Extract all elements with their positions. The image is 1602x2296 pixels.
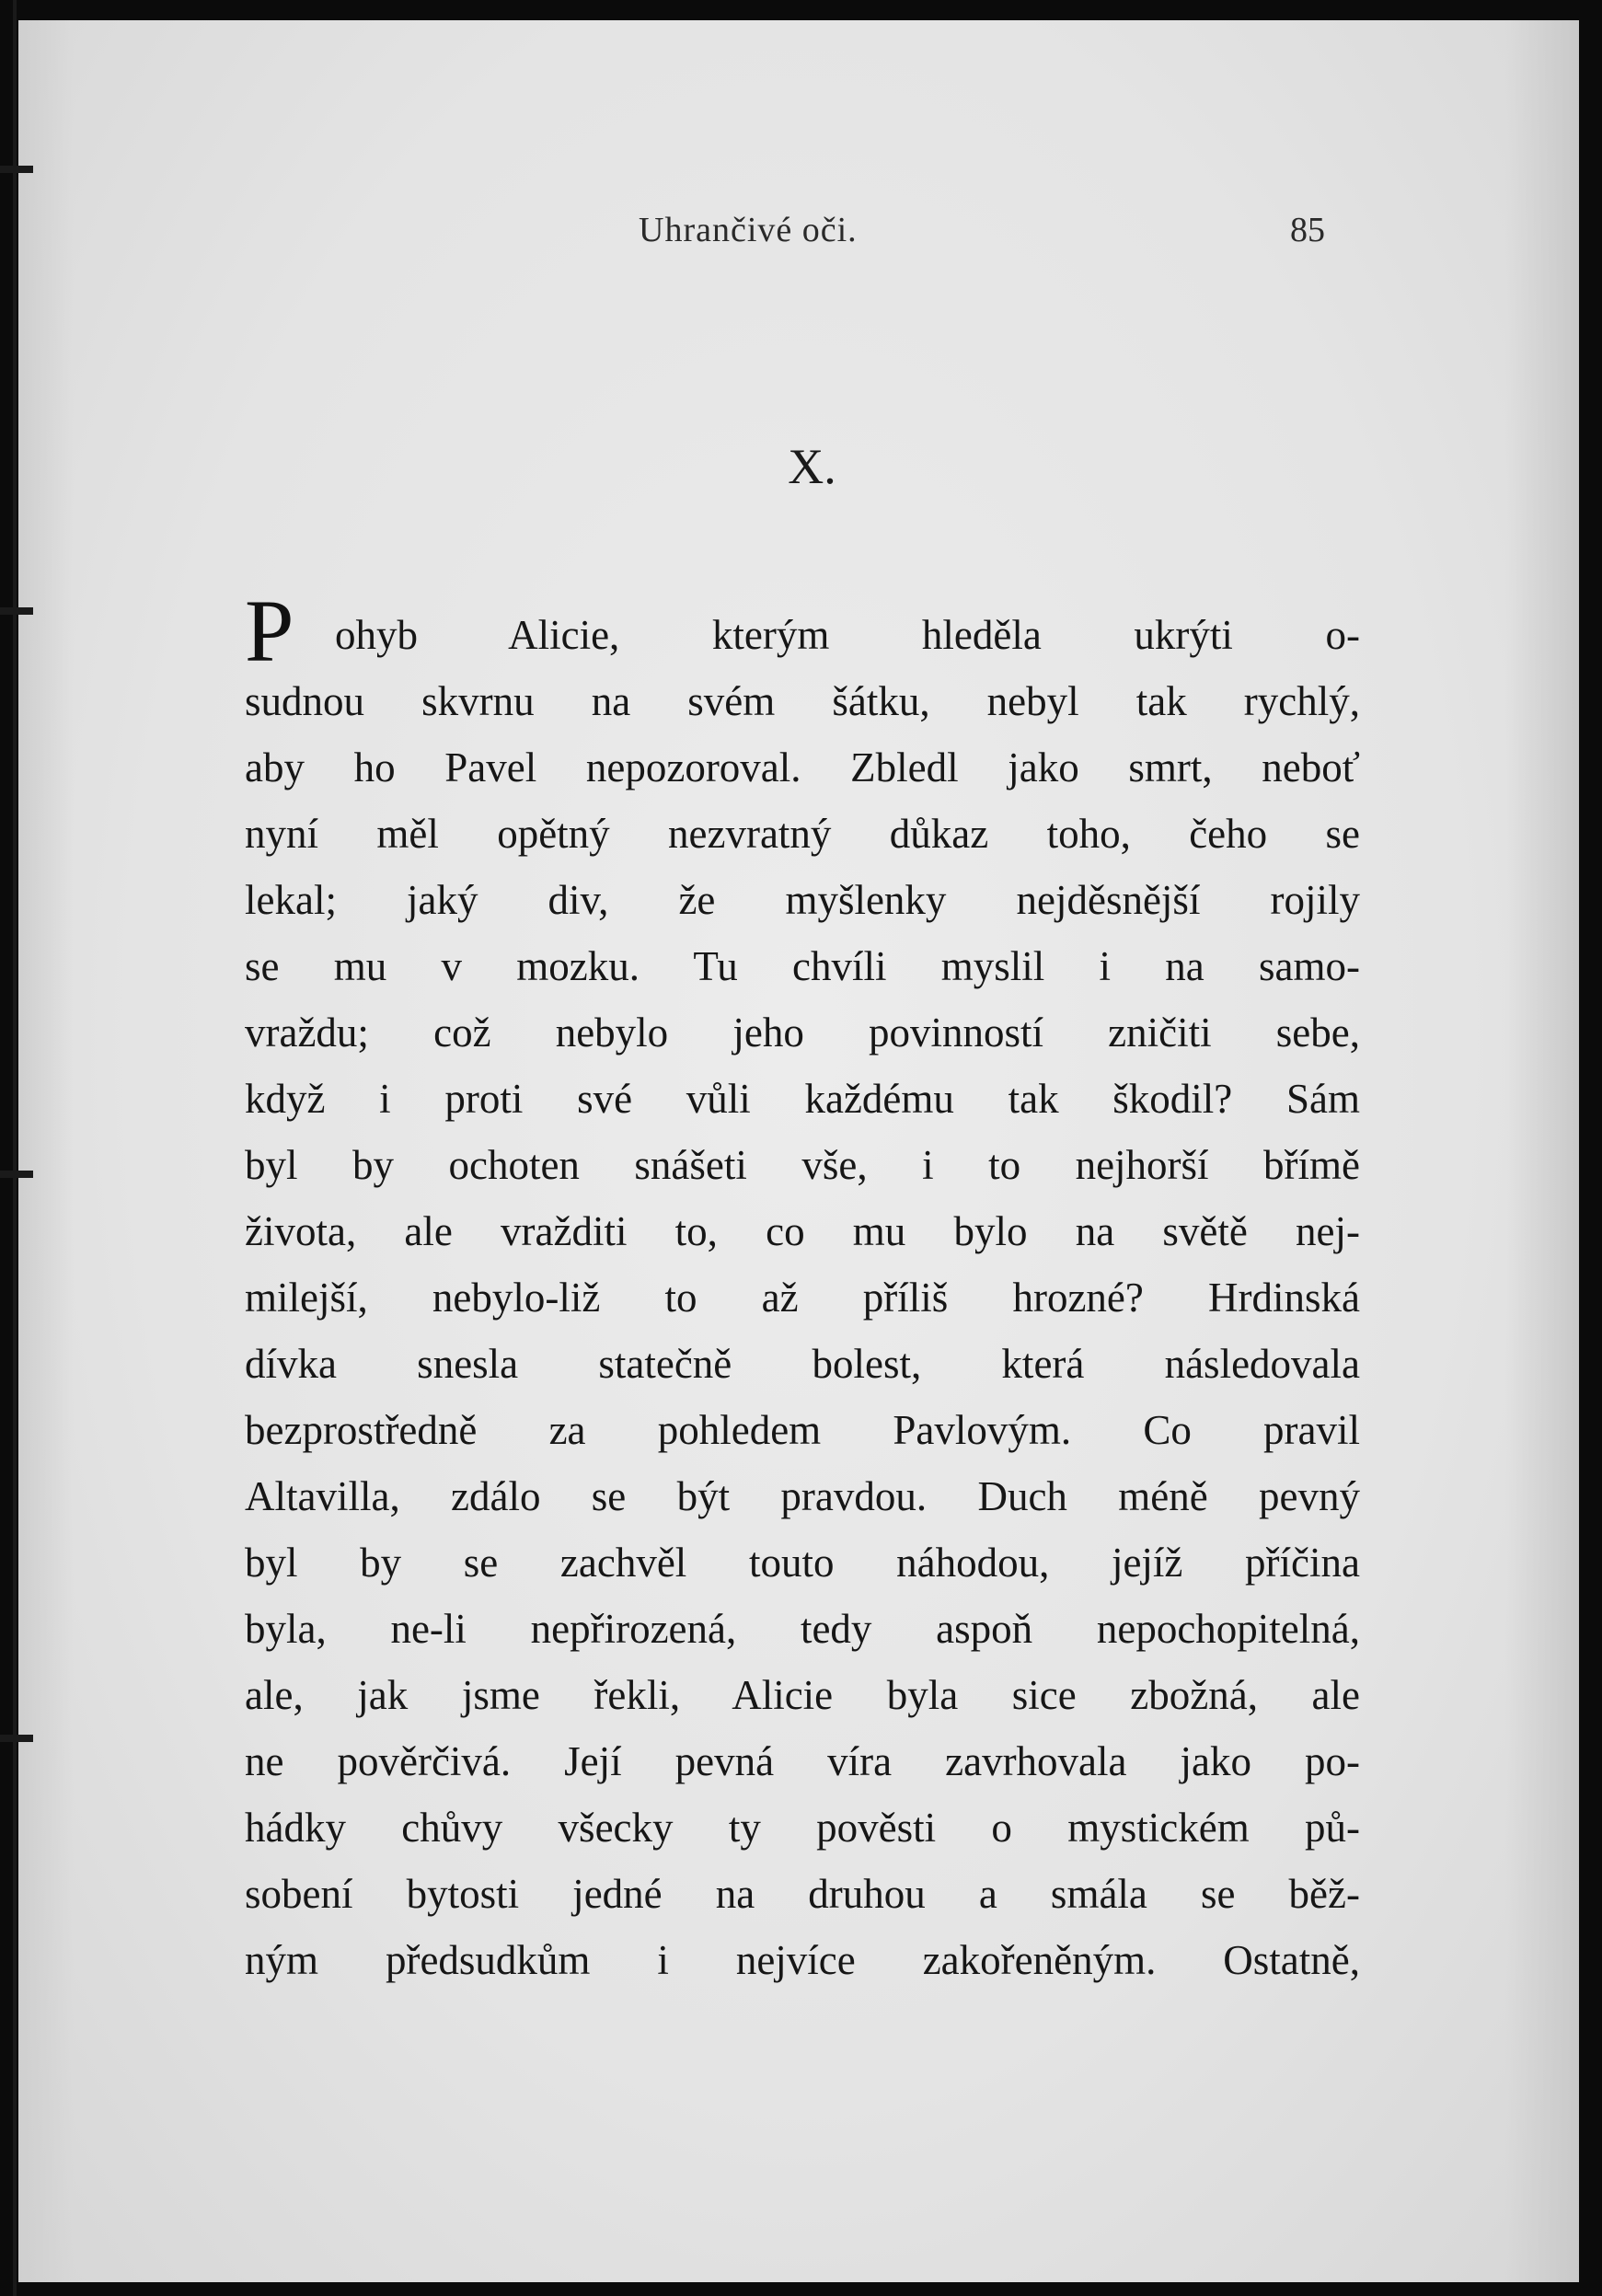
chapter-heading: X. bbox=[788, 439, 836, 494]
text-line: lekal; jaký div, že myšlenky nejděsnější rojily bbox=[245, 877, 1360, 923]
text-line: ne pověrčivá. Její pevná víra zavrhovala jako po- bbox=[245, 1738, 1360, 1784]
text-line: hádky chůvy všecky ty pověsti o mystickém pů- bbox=[245, 1805, 1360, 1851]
binding-mark bbox=[0, 1735, 33, 1742]
text-line: dívka snesla statečně bolest, která následovala bbox=[245, 1341, 1360, 1387]
text-line: když i proti své vůli každému tak škodil? Sám bbox=[245, 1076, 1360, 1122]
text-line: byl by se zachvěl touto náhodou, jejíž příčina bbox=[245, 1540, 1360, 1586]
text-line: ným předsudkům i nejvíce zakořeněným. Ostatně, bbox=[245, 1937, 1360, 1983]
page-left-shadow bbox=[18, 20, 74, 2282]
text-line: aby ho Pavel nepozoroval. Zbledl jako smrt, neboť bbox=[245, 744, 1360, 790]
binding-mark bbox=[0, 607, 33, 615]
text-line: milejší, nebylo-liž to až příliš hrozné? Hrdinská bbox=[245, 1275, 1360, 1321]
text-line: ale, jak jsme řekli, Alicie byla sice zbožná, ale bbox=[245, 1672, 1360, 1718]
page-right-shadow bbox=[1505, 20, 1579, 2282]
binding-line bbox=[13, 0, 17, 2296]
text-line: Altavilla, zdálo se být pravdou. Duch méně pevný bbox=[245, 1473, 1360, 1519]
drop-cap: P bbox=[245, 582, 294, 680]
text-line: života, ale vražditi to, co mu bylo na světě nej- bbox=[245, 1208, 1360, 1254]
binding-mark bbox=[0, 166, 33, 173]
page-number: 85 bbox=[1290, 211, 1325, 249]
text-line: se mu v mozku. Tu chvíli myslil i na samo- bbox=[245, 943, 1360, 989]
binding-mark bbox=[0, 1171, 33, 1178]
text-line: ohyb Alicie, kterým hleděla ukrýti o- bbox=[335, 612, 1360, 658]
text-line: byl by ochoten snášeti vše, i to nejhorší břímě bbox=[245, 1142, 1360, 1188]
body-paragraph bbox=[245, 582, 1360, 1993]
text-line: sobení bytosti jedné na druhou a smála se běž- bbox=[245, 1871, 1360, 1917]
text-line: sudnou skvrnu na svém šátku, nebyl tak rychlý, bbox=[245, 678, 1360, 724]
text-line: bezprostředně za pohledem Pavlovým. Co pravil bbox=[245, 1407, 1360, 1453]
text-line: nyní měl opětný nezvratný důkaz toho, čeho se bbox=[245, 811, 1360, 857]
text-line: vraždu; což nebylo jeho povinností zničiti sebe, bbox=[245, 1010, 1360, 1056]
running-title: Uhrančivé oči. bbox=[639, 211, 858, 249]
text-line: byla, ne-li nepřirozená, tedy aspoň nepochopitelná, bbox=[245, 1606, 1360, 1652]
